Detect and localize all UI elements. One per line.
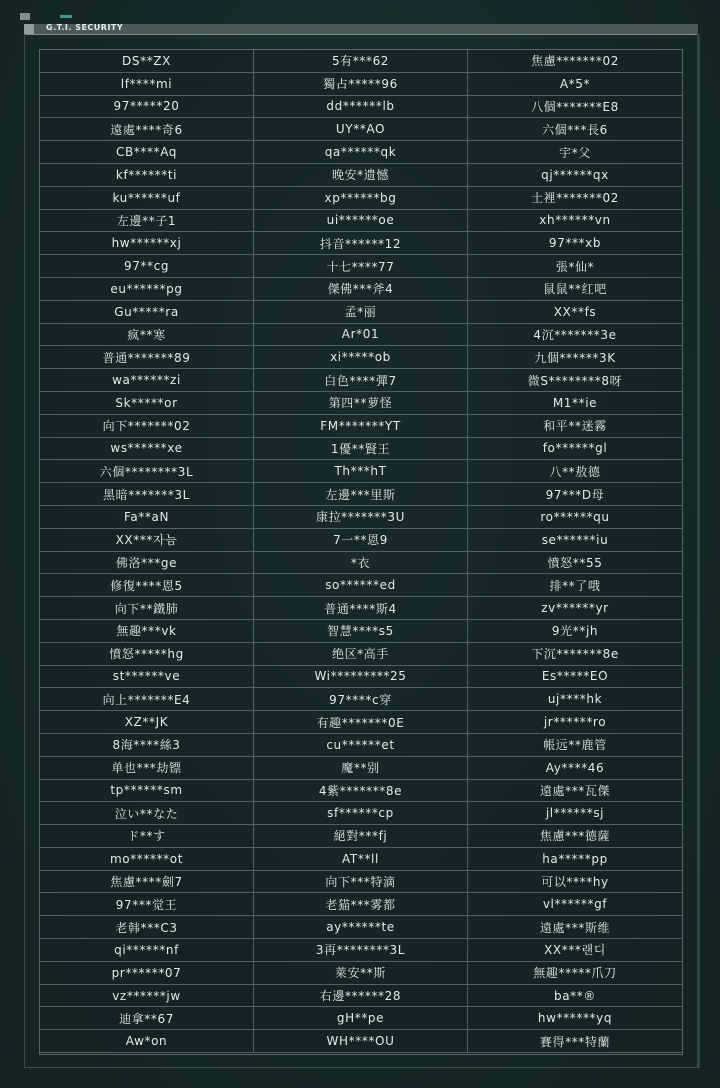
grid-cell: 97***xb xyxy=(468,232,682,255)
grid-cell: fo******gl xyxy=(468,438,682,461)
grid-cell: 第四**萝怪 xyxy=(254,392,468,415)
grid-cell: vl******gf xyxy=(468,893,682,916)
grid-cell: jr******ro xyxy=(468,711,682,734)
grid-cell: 5有***62 xyxy=(254,50,468,73)
grid-cell: 可以****hy xyxy=(468,871,682,894)
grid-cell: 魔**别 xyxy=(254,757,468,780)
grid-cell: 下沉*******8e xyxy=(468,643,682,666)
header-square-icon xyxy=(24,24,34,34)
grid-cell: 佛洛***ge xyxy=(40,552,254,575)
grid-cell: AT**ll xyxy=(254,848,468,871)
grid-cell: vz******jw xyxy=(40,985,254,1008)
grid-cell: 老猫***雾都 xyxy=(254,893,468,916)
scroll-rail xyxy=(698,34,700,1068)
grid-cell: 4紫*******8e xyxy=(254,780,468,803)
grid-cell: 排**了哦 xyxy=(468,574,682,597)
grid-cell: pr******07 xyxy=(40,962,254,985)
grid-cell: wa******zi xyxy=(40,369,254,392)
grid-cell: hw******xj xyxy=(40,232,254,255)
grid-cell: ha*****pp xyxy=(468,848,682,871)
grid-cell: A*5* xyxy=(468,73,682,96)
grid-cell: qi******nf xyxy=(40,939,254,962)
grid-cell: Ay****46 xyxy=(468,757,682,780)
grid-cell: 97*****20 xyxy=(40,96,254,119)
grid-cell: 左邊***里斯 xyxy=(254,483,468,506)
grid-cell: qa******qk xyxy=(254,141,468,164)
grid-cell: mo******ot xyxy=(40,848,254,871)
grid-cell: 晚安*遗憾 xyxy=(254,164,468,187)
grid-cell: 絕對***fj xyxy=(254,825,468,848)
grid-cell: ui******oe xyxy=(254,210,468,233)
grid-cell: 97***D母 xyxy=(468,483,682,506)
grid-cell: 向上*******E4 xyxy=(40,688,254,711)
grid-cell: 微S********8呀 xyxy=(468,369,682,392)
grid-cell: 3再********3L xyxy=(254,939,468,962)
grid-cell: 4沉*******3e xyxy=(468,324,682,347)
header-title: G.T.I. SECURITY xyxy=(46,23,124,32)
grid-cell: 十七****77 xyxy=(254,255,468,278)
grid-cell: 老韩***C3 xyxy=(40,916,254,939)
grid-cell: WH****OU xyxy=(254,1030,468,1053)
grid-cell: Sk*****or xyxy=(40,392,254,415)
grid-cell: lf****mi xyxy=(40,73,254,96)
grid-cell: kf******ti xyxy=(40,164,254,187)
grid-cell: 土裡*******02 xyxy=(468,187,682,210)
grid-cell: 焦慮***德薩 xyxy=(468,825,682,848)
grid-cell: ws******xe xyxy=(40,438,254,461)
grid-cell: 8海****絲3 xyxy=(40,734,254,757)
grid-cell: jl******sj xyxy=(468,802,682,825)
grid-cell: ro******qu xyxy=(468,506,682,529)
grid-cell: 白色****彈7 xyxy=(254,369,468,392)
grid-cell: 無趣*****爪刀 xyxy=(468,962,682,985)
grid-cell: 泣い**なた xyxy=(40,802,254,825)
grid-cell: 普通****斯4 xyxy=(254,597,468,620)
grid-cell: st******ve xyxy=(40,666,254,689)
grid-cell: cu******et xyxy=(254,734,468,757)
grid-cell: 疯**寒 xyxy=(40,324,254,347)
grid-cell: 遠處****奇6 xyxy=(40,118,254,141)
grid-cell: eu******pg xyxy=(40,278,254,301)
grid-cell: xp******bg xyxy=(254,187,468,210)
grid-cell: 賽得***特蘭 xyxy=(468,1030,682,1053)
grid-cell: 7一**恩9 xyxy=(254,529,468,552)
grid-cell: xi*****ob xyxy=(254,346,468,369)
grid-cell: 宇*父 xyxy=(468,141,682,164)
grid-cell: 無趣***vk xyxy=(40,620,254,643)
grid-cell: 八**敖德 xyxy=(468,460,682,483)
grid-cell: so******ed xyxy=(254,574,468,597)
grid-cell: XX***랜디 xyxy=(468,939,682,962)
grid-cell: FM*******YT xyxy=(254,415,468,438)
grid-cell: gH**pe xyxy=(254,1007,468,1030)
grid-cell: Aw*on xyxy=(40,1030,254,1053)
grid-cell: 有趣*******0E xyxy=(254,711,468,734)
grid-cell: 97**cg xyxy=(40,255,254,278)
grid-cell: 抖音******12 xyxy=(254,232,468,255)
grid-cell: xh******vn xyxy=(468,210,682,233)
grid-cell: 焦慮****劍7 xyxy=(40,871,254,894)
grid-cell: 修復****恩5 xyxy=(40,574,254,597)
grid-cell: XZ**JK xyxy=(40,711,254,734)
grid-cell: ku******uf xyxy=(40,187,254,210)
grid-cell: 智慧****s5 xyxy=(254,620,468,643)
grid-cell: hw******yq xyxy=(468,1007,682,1030)
grid-cell: UY**AO xyxy=(254,118,468,141)
grid-cell: 傑佛***斧4 xyxy=(254,278,468,301)
grid-cell: M1**ie xyxy=(468,392,682,415)
grid-cell: Fa**aN xyxy=(40,506,254,529)
grid-cell: DS**ZX xyxy=(40,50,254,73)
grid-cell: 单也***劫镖 xyxy=(40,757,254,780)
name-grid xyxy=(39,49,683,1055)
grid-cell: 獨占*****96 xyxy=(254,73,468,96)
grid-cell: 右邊******28 xyxy=(254,985,468,1008)
grid-cell: 绝区*高手 xyxy=(254,643,468,666)
grid-cell: 康拉*******3U xyxy=(254,506,468,529)
grid-cell: *衣 xyxy=(254,552,468,575)
grid-cell: Ar*01 xyxy=(254,324,468,347)
grid-cell: dd******lb xyxy=(254,96,468,119)
grid-cell: 97****c穿 xyxy=(254,688,468,711)
grid-cell: XX**fs xyxy=(468,301,682,324)
grid-cell: 普通*******89 xyxy=(40,346,254,369)
grid-cell: ド**す xyxy=(40,825,254,848)
grid-cell: Es*****EO xyxy=(468,666,682,689)
grid-cell: 憤怒*****hg xyxy=(40,643,254,666)
corner-marker xyxy=(20,13,30,20)
grid-cell: XX***자늠 xyxy=(40,529,254,552)
grid-cell: sf******cp xyxy=(254,802,468,825)
grid-cell: 八個*******E8 xyxy=(468,96,682,119)
grid-cell: 和平**迷霧 xyxy=(468,415,682,438)
grid-cell: 向下*******02 xyxy=(40,415,254,438)
grid-cell: qj******qx xyxy=(468,164,682,187)
grid-cell: 鼠鼠**红吧 xyxy=(468,278,682,301)
grid-cell: 九個******3K xyxy=(468,346,682,369)
grid-cell: 焦慮*******02 xyxy=(468,50,682,73)
grid-cell: 向下**鐵肺 xyxy=(40,597,254,620)
grid-cell: 黑暗*******3L xyxy=(40,483,254,506)
grid-cell: Gu*****ra xyxy=(40,301,254,324)
grid-cell: Th***hT xyxy=(254,460,468,483)
grid-cell: 1優**賢王 xyxy=(254,438,468,461)
grid-cell: 遠處***斯维 xyxy=(468,916,682,939)
grid-cell: se******iu xyxy=(468,529,682,552)
grid-cell: 帳远**鹿管 xyxy=(468,734,682,757)
grid-cell: zv******yr xyxy=(468,597,682,620)
grid-cell: 左邊**子1 xyxy=(40,210,254,233)
grid-cell: 萊安**斯 xyxy=(254,962,468,985)
grid-cell: 遠處***瓦傑 xyxy=(468,780,682,803)
grid-cell: 六個********3L xyxy=(40,460,254,483)
grid-cell: 張*仙* xyxy=(468,255,682,278)
accent-line xyxy=(60,15,72,18)
grid-cell: 向下***特滴 xyxy=(254,871,468,894)
grid-cell: Wi*********25 xyxy=(254,666,468,689)
grid-cell: 97***觉王 xyxy=(40,893,254,916)
grid-cell: 憤怒**55 xyxy=(468,552,682,575)
grid-cell: ay******te xyxy=(254,916,468,939)
grid-cell: 孟*丽 xyxy=(254,301,468,324)
grid-cell: 迪拿**67 xyxy=(40,1007,254,1030)
grid-cell: CB****Aq xyxy=(40,141,254,164)
grid-cell: ba**® xyxy=(468,985,682,1008)
grid-cell: 9光**jh xyxy=(468,620,682,643)
grid-cell: 六個***長6 xyxy=(468,118,682,141)
grid-cell: tp******sm xyxy=(40,780,254,803)
grid-cell: uj****hk xyxy=(468,688,682,711)
